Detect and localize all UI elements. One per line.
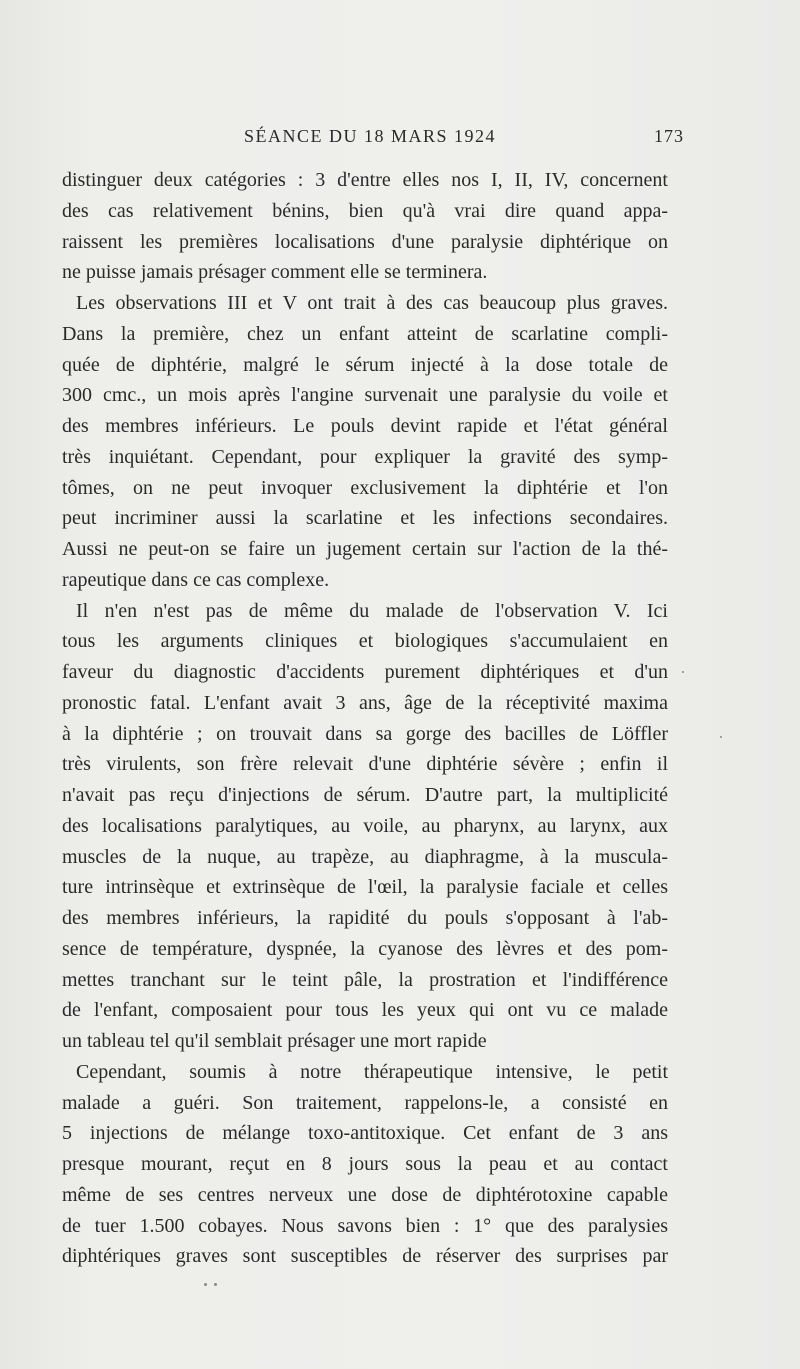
text-line: n'avait pas reçu d'injections de sérum. D'autre part, la multiplicité <box>62 784 668 806</box>
text-line: Cependant, soumis à notre thérapeutique intensive, le petit <box>76 1060 668 1083</box>
text-line: un tableau tel qu'il semblait présager une mort rapide <box>62 1030 487 1052</box>
body-text <box>62 165 668 1272</box>
text-line: mettes tranchant sur le teint pâle, la prostration et l'indifférence <box>62 968 668 991</box>
text-line: à la diphtérie ; on trouvait dans sa gorge des bacilles de Löffler <box>62 722 668 745</box>
text-line: diphtériques graves sont susceptibles de réserver des surprises par <box>62 1245 668 1268</box>
text-line: de l'enfant, composaient pour tous les yeux qui ont vu ce malade <box>62 999 668 1022</box>
text-line: Il n'en n'est pas de même du malade de l'observation V. Ici <box>76 599 668 622</box>
text-line: rapeutique dans ce cas complexe. <box>62 568 330 591</box>
text-line: sence de température, dyspnée, la cyanose des lèvres et des pom- <box>62 937 668 960</box>
text-line: presque mourant, reçut en 8 jours sous la peau et au contact <box>62 1153 668 1175</box>
text-line: peut incriminer aussi la scarlatine et les infections secondaires. <box>62 507 668 530</box>
paper-speck <box>214 1283 217 1286</box>
text-line: très virulents, son frère relevait d'une diphtérie sévère ; enfin il <box>62 753 668 776</box>
text-line: des cas relativement bénins, bien qu'à vrai dire quand appa- <box>62 199 668 222</box>
text-line: distinguer deux catégories : 3 d'entre elles nos I, II, IV, concernent <box>62 169 668 191</box>
text-line: quée de diphtérie, malgré le sérum injecté à la dose totale de <box>62 353 668 376</box>
text-line: tômes, on ne peut invoquer exclusivement la diphtérie et l'on <box>62 476 668 499</box>
text-line: raissent les premières localisations d'une paralysie diphtérique on <box>62 230 668 253</box>
text-line: Dans la première, chez un enfant atteint de scarlatine compli- <box>62 322 668 345</box>
text-line: des localisations paralytiques, au voile, au pharynx, au larynx, aux <box>62 814 668 837</box>
text-line: Aussi ne peut-on se faire un jugement certain sur l'action de la thé- <box>62 538 668 560</box>
text-line: même de ses centres nerveux une dose de diphtérotoxine capable <box>62 1183 668 1206</box>
text-line: malade a guéri. Son traitement, rappelons-le, a consisté en <box>62 1091 668 1114</box>
text-line: 5 injections de mélange toxo-antitoxique. Cet enfant de 3 ans <box>62 1122 668 1145</box>
text-line: ne puisse jamais présager comment elle se terminera. <box>62 261 488 284</box>
running-head <box>62 126 684 156</box>
text-line: ture intrinsèque et extrinsèque de l'œil, la paralysie faciale et celles <box>62 876 668 899</box>
text-line: de tuer 1.500 cobayes. Nous savons bien : 1° que des paralysies <box>62 1214 668 1237</box>
text-line: 300 cmc., un mois après l'angine survenait une paralysie du voile et <box>62 384 668 407</box>
paper-speck <box>204 1283 207 1286</box>
text-line: très inquiétant. Cependant, pour expliquer la gravité des symp- <box>62 445 668 468</box>
text-line: des membres inférieurs, la rapidité du pouls s'opposant à l'ab- <box>62 907 668 929</box>
page-number: 173 <box>654 126 684 146</box>
text-line: Les observations III et V ont trait à des cas beaucoup plus graves. <box>76 292 668 314</box>
running-head-title: SÉANCE DU 18 MARS 1924 <box>244 126 497 146</box>
paper-speck <box>720 736 722 738</box>
paper-speck <box>682 671 684 673</box>
text-line: muscles de la nuque, au trapèze, au diaphragme, à la muscula- <box>62 845 668 868</box>
text-line: des membres inférieurs. Le pouls devint rapide et l'état général <box>62 415 668 437</box>
text-line: faveur du diagnostic d'accidents purement diphtériques et d'un <box>62 661 668 683</box>
text-line: tous les arguments cliniques et biologiques s'accumulaient en <box>62 630 668 653</box>
text-line: pronostic fatal. L'enfant avait 3 ans, âge de la réceptivité maxima <box>62 691 668 714</box>
